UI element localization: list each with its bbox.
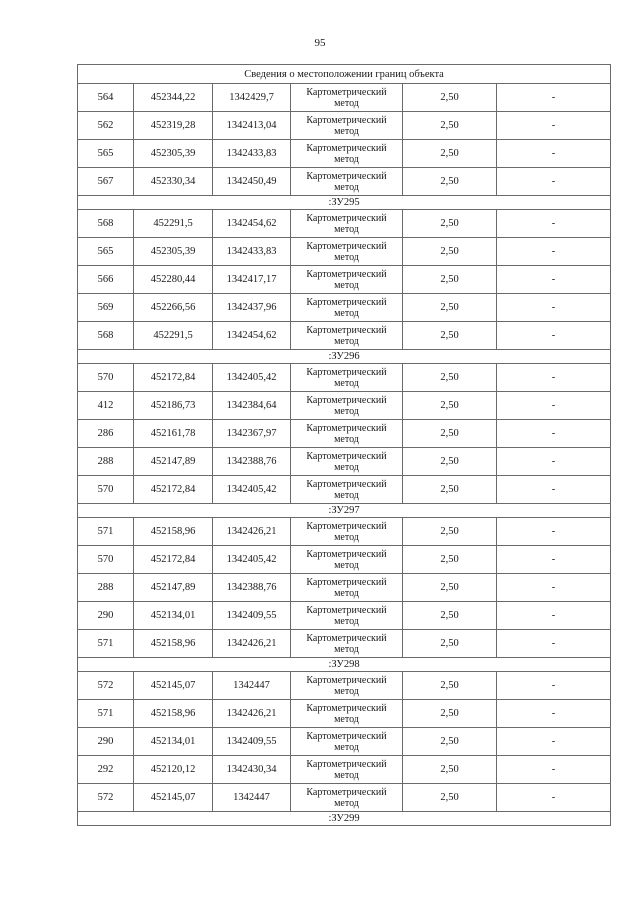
description-cell: -: [497, 84, 611, 112]
method-line-1: Картометрический: [306, 520, 387, 532]
y-coordinate-cell: 1342388,76: [213, 448, 291, 476]
point-number-cell: 571: [78, 518, 134, 546]
y-coordinate-cell: 1342429,7: [213, 84, 291, 112]
method-line-2: метод: [334, 531, 359, 543]
method-line-2: метод: [334, 713, 359, 725]
table-row: [78, 238, 611, 266]
method-line-1: Картометрический: [306, 324, 387, 336]
accuracy-cell: 2,50: [403, 266, 497, 294]
x-coordinate-cell: 452145,07: [134, 672, 213, 700]
y-coordinate-cell: 1342426,21: [213, 630, 291, 658]
point-number-cell: 288: [78, 448, 134, 476]
method-cell: [291, 574, 403, 602]
accuracy-cell: 2,50: [403, 238, 497, 266]
method-cell: [291, 518, 403, 546]
accuracy-cell: 2,50: [403, 210, 497, 238]
accuracy-cell: 2,50: [403, 448, 497, 476]
x-coordinate-cell: 452147,89: [134, 448, 213, 476]
accuracy-cell: 2,50: [403, 420, 497, 448]
x-coordinate-cell: 452305,39: [134, 238, 213, 266]
method-line-1: Картометрический: [306, 240, 387, 252]
table-row: [78, 700, 611, 728]
method-line-2: метод: [334, 433, 359, 445]
accuracy-cell: 2,50: [403, 476, 497, 504]
description-cell: -: [497, 210, 611, 238]
method-line-2: метод: [334, 181, 359, 193]
table-row: [78, 574, 611, 602]
x-coordinate-cell: 452172,84: [134, 476, 213, 504]
description-cell: -: [497, 420, 611, 448]
method-cell: [291, 700, 403, 728]
method-cell: [291, 784, 403, 812]
y-coordinate-cell: 1342450,49: [213, 168, 291, 196]
point-number-cell: 412: [78, 392, 134, 420]
description-cell: -: [497, 294, 611, 322]
y-coordinate-cell: 1342430,34: [213, 756, 291, 784]
method-line-2: метод: [334, 685, 359, 697]
page-number: 95: [314, 37, 326, 49]
y-coordinate-cell: 1342454,62: [213, 210, 291, 238]
x-coordinate-cell: 452280,44: [134, 266, 213, 294]
table-row: [78, 140, 611, 168]
method-cell: [291, 448, 403, 476]
method-line-1: Картометрический: [306, 268, 387, 280]
description-cell: -: [497, 700, 611, 728]
method-cell: [291, 546, 403, 574]
point-number-cell: 572: [78, 784, 134, 812]
method-line-1: Картометрический: [306, 170, 387, 182]
x-coordinate-cell: 452134,01: [134, 602, 213, 630]
table-row: [78, 84, 611, 112]
method-cell: [291, 392, 403, 420]
point-number-cell: 571: [78, 630, 134, 658]
accuracy-cell: 2,50: [403, 364, 497, 392]
method-line-1: Картометрический: [306, 632, 387, 644]
method-line-2: метод: [334, 153, 359, 165]
y-coordinate-cell: 1342405,42: [213, 364, 291, 392]
x-coordinate-cell: 452172,84: [134, 546, 213, 574]
point-number-cell: 568: [78, 210, 134, 238]
table-title-row: [78, 65, 611, 84]
method-line-1: Картометрический: [306, 212, 387, 224]
point-number-cell: 567: [78, 168, 134, 196]
y-coordinate-cell: 1342447: [213, 784, 291, 812]
method-line-2: метод: [334, 461, 359, 473]
accuracy-cell: 2,50: [403, 84, 497, 112]
method-cell: [291, 420, 403, 448]
accuracy-cell: 2,50: [403, 756, 497, 784]
method-line-1: Картометрический: [306, 142, 387, 154]
description-cell: -: [497, 518, 611, 546]
point-number-cell: 569: [78, 294, 134, 322]
description-cell: -: [497, 574, 611, 602]
x-coordinate-cell: 452305,39: [134, 140, 213, 168]
accuracy-cell: 2,50: [403, 574, 497, 602]
y-coordinate-cell: 1342367,97: [213, 420, 291, 448]
method-cell: [291, 364, 403, 392]
y-coordinate-cell: 1342447: [213, 672, 291, 700]
x-coordinate-cell: 452291,5: [134, 322, 213, 350]
point-number-cell: 565: [78, 238, 134, 266]
description-cell: -: [497, 784, 611, 812]
description-cell: -: [497, 756, 611, 784]
x-coordinate-cell: 452344,22: [134, 84, 213, 112]
method-line-2: метод: [334, 279, 359, 291]
accuracy-cell: 2,50: [403, 392, 497, 420]
method-line-1: Картометрический: [306, 478, 387, 490]
description-cell: -: [497, 392, 611, 420]
y-coordinate-cell: 1342426,21: [213, 518, 291, 546]
accuracy-cell: 2,50: [403, 630, 497, 658]
y-coordinate-cell: 1342409,55: [213, 728, 291, 756]
accuracy-cell: 2,50: [403, 518, 497, 546]
description-cell: -: [497, 140, 611, 168]
method-cell: [291, 168, 403, 196]
method-cell: [291, 266, 403, 294]
accuracy-cell: 2,50: [403, 322, 497, 350]
accuracy-cell: 2,50: [403, 546, 497, 574]
point-number-cell: 566: [78, 266, 134, 294]
method-line-1: Картометрический: [306, 758, 387, 770]
point-number-cell: 572: [78, 672, 134, 700]
table-row: [78, 602, 611, 630]
method-cell: [291, 210, 403, 238]
x-coordinate-cell: 452186,73: [134, 392, 213, 420]
description-cell: -: [497, 546, 611, 574]
method-cell: [291, 728, 403, 756]
method-cell: [291, 294, 403, 322]
accuracy-cell: 2,50: [403, 728, 497, 756]
table-row: [78, 294, 611, 322]
description-cell: -: [497, 364, 611, 392]
point-number-cell: 564: [78, 84, 134, 112]
x-coordinate-cell: 452291,5: [134, 210, 213, 238]
zone-label: :ЗУ299: [78, 812, 611, 826]
point-number-cell: 565: [78, 140, 134, 168]
method-line-2: метод: [334, 307, 359, 319]
table-row: [78, 728, 611, 756]
table-row: [78, 476, 611, 504]
y-coordinate-cell: 1342454,62: [213, 322, 291, 350]
table-row: [78, 546, 611, 574]
y-coordinate-cell: 1342384,64: [213, 392, 291, 420]
x-coordinate-cell: 452330,34: [134, 168, 213, 196]
point-number-cell: 562: [78, 112, 134, 140]
point-number-cell: 290: [78, 728, 134, 756]
table-row: [78, 630, 611, 658]
description-cell: -: [497, 266, 611, 294]
y-coordinate-cell: 1342413,04: [213, 112, 291, 140]
accuracy-cell: 2,50: [403, 112, 497, 140]
table-row: [78, 392, 611, 420]
point-number-cell: 290: [78, 602, 134, 630]
table-row: [78, 364, 611, 392]
method-cell: [291, 238, 403, 266]
description-cell: -: [497, 238, 611, 266]
method-line-1: Картометрический: [306, 576, 387, 588]
description-cell: -: [497, 322, 611, 350]
table-row: [78, 518, 611, 546]
point-number-cell: 568: [78, 322, 134, 350]
method-line-2: метод: [334, 97, 359, 109]
accuracy-cell: 2,50: [403, 602, 497, 630]
table-row: [78, 784, 611, 812]
method-line-2: метод: [334, 223, 359, 235]
y-coordinate-cell: 1342409,55: [213, 602, 291, 630]
x-coordinate-cell: 452161,78: [134, 420, 213, 448]
method-cell: [291, 140, 403, 168]
method-line-1: Картометрический: [306, 702, 387, 714]
zone-row: [78, 350, 611, 364]
table-row: [78, 210, 611, 238]
description-cell: -: [497, 112, 611, 140]
y-coordinate-cell: 1342437,96: [213, 294, 291, 322]
method-cell: [291, 756, 403, 784]
point-number-cell: 570: [78, 364, 134, 392]
zone-row: [78, 812, 611, 826]
method-line-2: метод: [334, 377, 359, 389]
x-coordinate-cell: 452158,96: [134, 518, 213, 546]
point-number-cell: 288: [78, 574, 134, 602]
x-coordinate-cell: 452134,01: [134, 728, 213, 756]
method-line-1: Картометрический: [306, 86, 387, 98]
zone-label: :ЗУ298: [78, 658, 611, 672]
method-cell: [291, 112, 403, 140]
method-line-1: Картометрический: [306, 114, 387, 126]
method-line-1: Картометрический: [306, 296, 387, 308]
description-cell: -: [497, 448, 611, 476]
method-cell: [291, 476, 403, 504]
y-coordinate-cell: 1342433,83: [213, 140, 291, 168]
y-coordinate-cell: 1342417,17: [213, 266, 291, 294]
method-line-2: метод: [334, 643, 359, 655]
method-line-2: метод: [334, 741, 359, 753]
method-line-1: Картометрический: [306, 604, 387, 616]
method-line-1: Картометрический: [306, 548, 387, 560]
zone-row: [78, 504, 611, 518]
accuracy-cell: 2,50: [403, 140, 497, 168]
zone-label: :ЗУ295: [78, 196, 611, 210]
table-row: [78, 168, 611, 196]
table-row: [78, 266, 611, 294]
accuracy-cell: 2,50: [403, 672, 497, 700]
accuracy-cell: 2,50: [403, 168, 497, 196]
method-cell: [291, 602, 403, 630]
point-number-cell: 571: [78, 700, 134, 728]
method-cell: [291, 84, 403, 112]
table-row: [78, 322, 611, 350]
table-title: Сведения о местоположении границ объекта: [78, 65, 611, 84]
y-coordinate-cell: 1342405,42: [213, 546, 291, 574]
method-line-2: метод: [334, 489, 359, 501]
zone-row: [78, 196, 611, 210]
table-row: [78, 420, 611, 448]
x-coordinate-cell: 452172,84: [134, 364, 213, 392]
x-coordinate-cell: 452120,12: [134, 756, 213, 784]
boundary-table-body: [78, 65, 611, 826]
method-line-1: Картометрический: [306, 366, 387, 378]
zone-label: :ЗУ297: [78, 504, 611, 518]
point-number-cell: 286: [78, 420, 134, 448]
method-cell: [291, 672, 403, 700]
x-coordinate-cell: 452147,89: [134, 574, 213, 602]
method-cell: [291, 630, 403, 658]
description-cell: -: [497, 728, 611, 756]
method-line-2: метод: [334, 251, 359, 263]
boundary-table: [77, 64, 611, 826]
method-cell: [291, 322, 403, 350]
table-row: [78, 672, 611, 700]
method-line-1: Картометрический: [306, 730, 387, 742]
description-cell: -: [497, 476, 611, 504]
table-row: [78, 112, 611, 140]
accuracy-cell: 2,50: [403, 784, 497, 812]
description-cell: -: [497, 168, 611, 196]
table-row: [78, 448, 611, 476]
x-coordinate-cell: 452158,96: [134, 700, 213, 728]
accuracy-cell: 2,50: [403, 700, 497, 728]
method-line-2: метод: [334, 769, 359, 781]
point-number-cell: 570: [78, 476, 134, 504]
method-line-2: метод: [334, 615, 359, 627]
x-coordinate-cell: 452319,28: [134, 112, 213, 140]
y-coordinate-cell: 1342426,21: [213, 700, 291, 728]
table-row: [78, 756, 611, 784]
method-line-1: Картометрический: [306, 450, 387, 462]
method-line-1: Картометрический: [306, 786, 387, 798]
zone-label: :ЗУ296: [78, 350, 611, 364]
method-line-2: метод: [334, 797, 359, 809]
accuracy-cell: 2,50: [403, 294, 497, 322]
x-coordinate-cell: 452266,56: [134, 294, 213, 322]
description-cell: -: [497, 630, 611, 658]
y-coordinate-cell: 1342433,83: [213, 238, 291, 266]
method-line-1: Картометрический: [306, 674, 387, 686]
method-line-1: Картометрический: [306, 394, 387, 406]
method-line-2: метод: [334, 335, 359, 347]
method-line-1: Картометрический: [306, 422, 387, 434]
zone-row: [78, 658, 611, 672]
y-coordinate-cell: 1342388,76: [213, 574, 291, 602]
point-number-cell: 570: [78, 546, 134, 574]
x-coordinate-cell: 452145,07: [134, 784, 213, 812]
method-line-2: метод: [334, 559, 359, 571]
description-cell: -: [497, 602, 611, 630]
method-line-2: метод: [334, 125, 359, 137]
x-coordinate-cell: 452158,96: [134, 630, 213, 658]
method-line-2: метод: [334, 587, 359, 599]
y-coordinate-cell: 1342405,42: [213, 476, 291, 504]
description-cell: -: [497, 672, 611, 700]
point-number-cell: 292: [78, 756, 134, 784]
method-line-2: метод: [334, 405, 359, 417]
